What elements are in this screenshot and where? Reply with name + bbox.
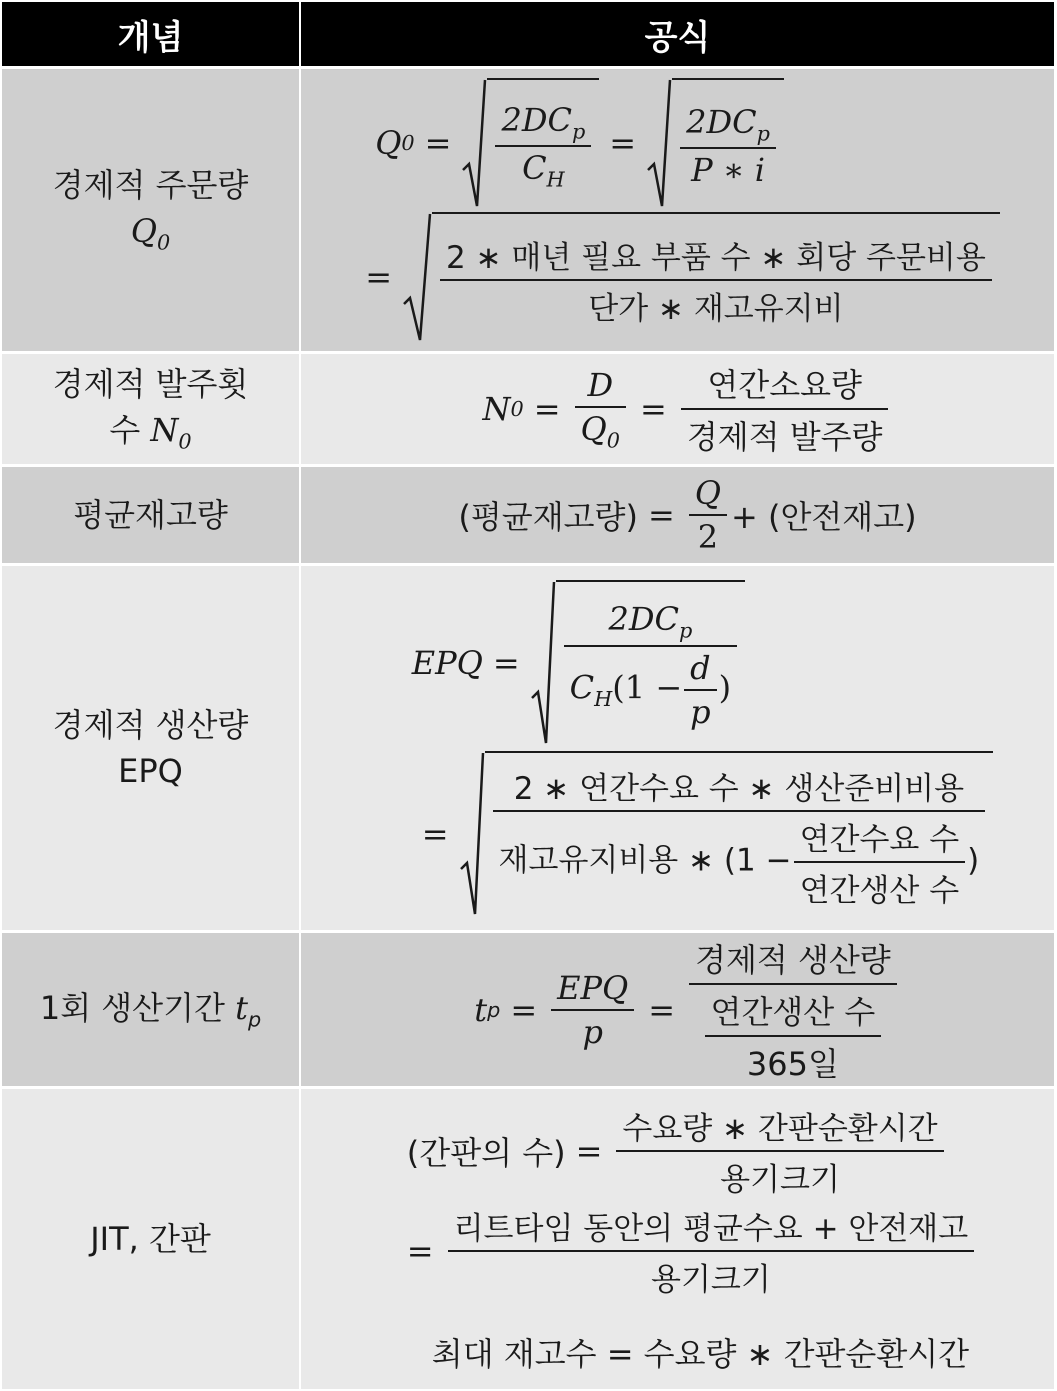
eoq-sqrt-1: $\frac{2DC_p}{C_H}$ (461, 78, 599, 208)
concept-eoq-label: 경제적 주문량 (52, 166, 249, 205)
formula-avg (301, 467, 1054, 563)
formula-tp (301, 933, 1054, 1086)
formula-epq (301, 566, 1054, 930)
concept-eoq-symbol: $Q_0$ (130, 212, 171, 255)
epq-sqrt-1: $2DC_p$ $C_H(1$ − $\frac{d}{p}$ ) (530, 580, 745, 745)
concept-epq-symbol: EPQ (118, 752, 183, 790)
concept-eoq (2, 69, 299, 351)
jit-line-2: = $\frac{\text{리트타임 동안의 평균수요 + 안전재고}}{\text{용기크기}}$ (407, 1203, 978, 1299)
concept-tp-label: 1회 생산기간 $t_p$ (39, 988, 262, 1032)
formula-orders (301, 354, 1054, 464)
epq-line-1: EPQ = $2DC_p$ $C_H(1$ − $\frac{d}{p}$ ) (412, 580, 745, 745)
jit-line-1: (간판의 수) = $\frac{\text{수요량 ∗ 간판순환시간}}{\text{용기크기}}$ (407, 1103, 948, 1199)
concept-epq-label: 경제적 생산량 (52, 705, 249, 744)
jit-line-3: 최대 재고수 = 수요량 ∗ 간판순환시간 (431, 1335, 970, 1373)
formula-eoq (301, 69, 1054, 351)
concept-orders-label-2: 수 $N_0$ (109, 411, 192, 454)
concept-orders (2, 354, 299, 464)
eoq-line-1: Q 0 = $\frac{2DC_p}{C_H}$ = $\frac{2DC_p}{P ∗ i}$ (375, 78, 784, 208)
avg-line: (평균재고량) = $\frac{Q}{2}$ + (안전재고) (458, 474, 917, 556)
concept-tp (2, 933, 299, 1086)
concept-epq (2, 566, 299, 930)
concept-jit-label: JIT, 간판 (90, 1219, 211, 1258)
concept-avg-label: 평균재고량 (73, 495, 228, 534)
concept-avg (2, 467, 299, 563)
concept-orders-label: 경제적 발주횟 (52, 365, 249, 404)
header-concept: 개념 (2, 2, 299, 66)
eoq-sqrt-3: $\frac{\text{2 ∗ 매년 필요 부품 수 ∗ 회당 주문비용}}{\text{단가 ∗ 재고유지비}}$ (402, 212, 1000, 342)
epq-sqrt-2: 2 ∗ 연간수요 수 ∗ 생산준비비용 재고유지비용 ∗ (1 − $\frac{\text{연간수요 수}}{\text{연간생산 수}}$ ) (459, 751, 994, 916)
eoq-sqrt-2: $\frac{2DC_p}{P ∗ i}$ (646, 78, 784, 208)
epq-line-2: = 2 ∗ 연간수요 수 ∗ 생산준비비용 재고유지비용 ∗ (1 − $\frac{\text{연간수요 수}}{\text{연간생산 수}}$ ) (412, 751, 994, 916)
eoq-line-2: = $\frac{\text{2 ∗ 매년 필요 부품 수 ∗ 회당 주문비용}}{\text{단가 ∗ 재고유지비}}$ (355, 212, 1000, 342)
tp-line: t p = $\frac{\text{EPQ}}{p}$ = $\frac{\text{경제적 생산량}}{\frac{\text{연간생산 수}}{\text{365일}}}$ (474, 935, 900, 1085)
formula-jit (301, 1089, 1054, 1389)
header-formula: 공식 (301, 2, 1054, 66)
orders-line: N 0 = $\frac{D}{Q_0}$ = $\frac{\text{연간소요량}}{\text{경제적 발주량}}$ (483, 360, 893, 458)
concept-jit (2, 1089, 299, 1389)
